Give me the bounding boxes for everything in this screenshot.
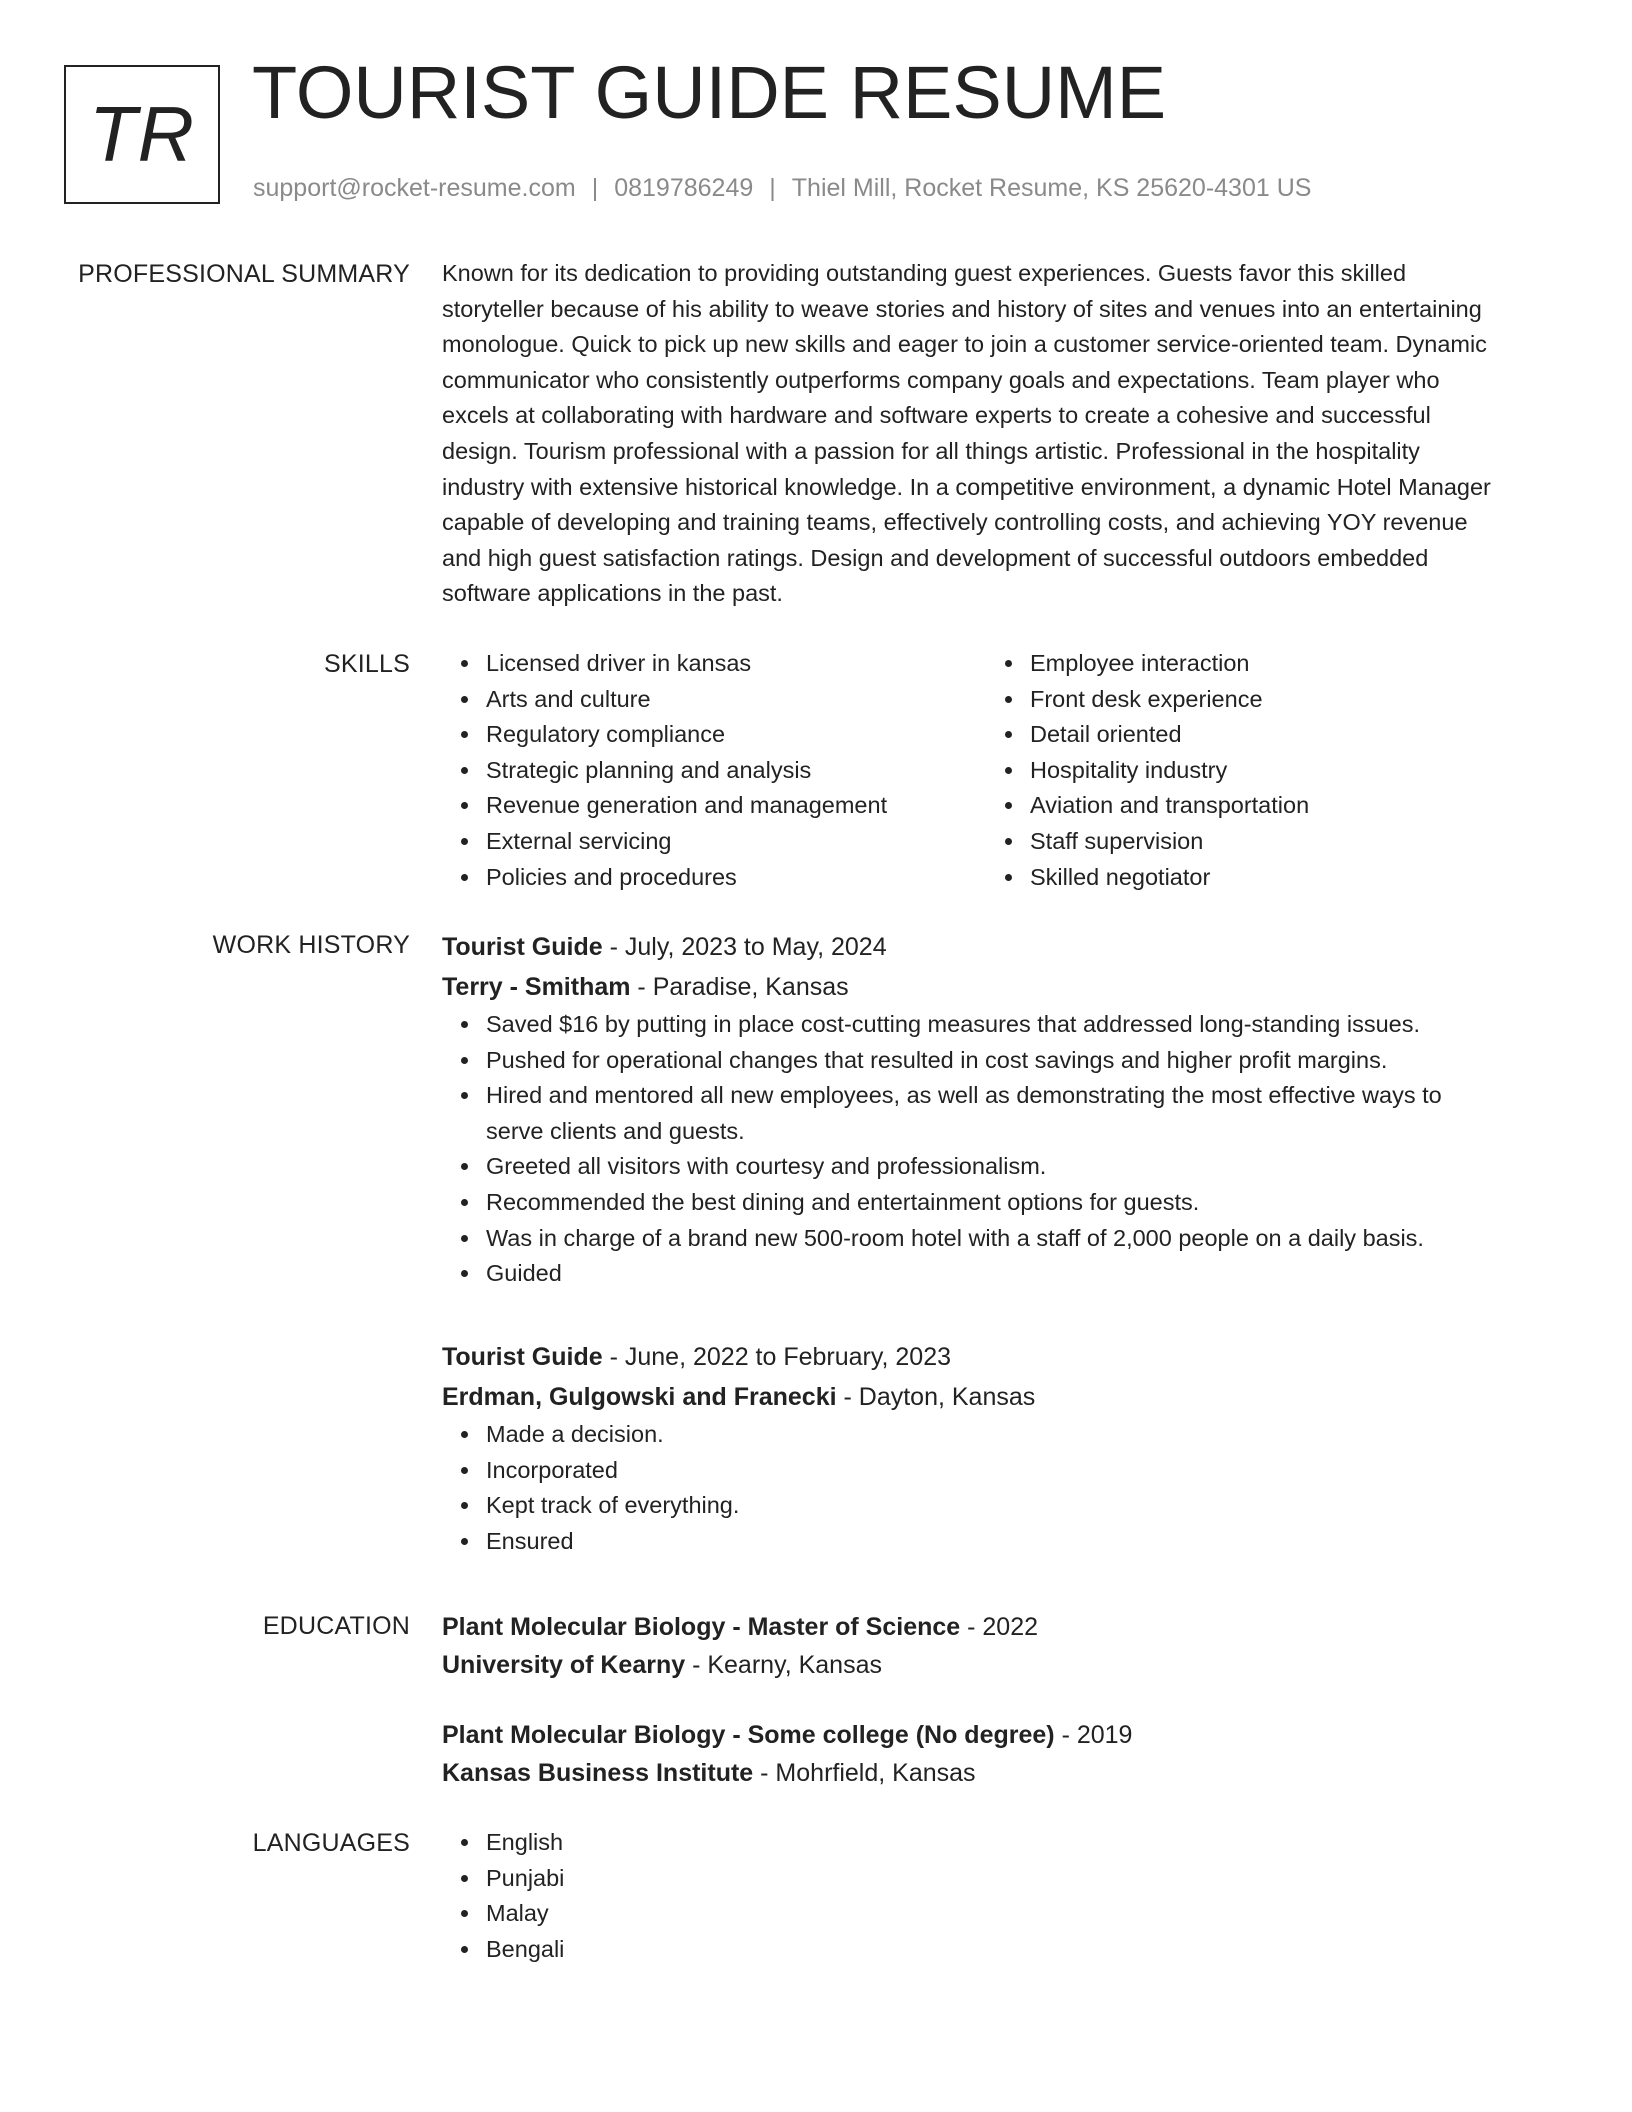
summary-line: industry with extensive historical knowledge. In a competitive environment, a dynamic Hotel Manager (442, 473, 1491, 500)
job-title-line (442, 927, 1552, 967)
job-bullet-line: serve clients and guests. (486, 1117, 745, 1144)
skill-item: Policies and procedures (486, 860, 986, 896)
job-bullet (486, 1078, 1552, 1149)
skill-item: Regulatory compliance (486, 717, 986, 753)
education-school-line (442, 1646, 1552, 1684)
skill-item: External servicing (486, 824, 986, 860)
job-bullet: Was in charge of a brand new 500-room hotel with a staff of 2,000 people on a daily basis. (486, 1221, 1552, 1257)
contact-address: Thiel Mill, Rocket Resume, KS 25620-4301 US (791, 174, 1312, 202)
job-bullet: Made a decision. (486, 1417, 1552, 1453)
language-item: Malay (486, 1896, 1552, 1932)
job-bullet: Pushed for operational changes that resulted in cost savings and higher profit margins. (486, 1043, 1552, 1079)
job-company-line (442, 1377, 1552, 1417)
job-bullets (442, 1417, 1552, 1559)
job-bullet: Incorporated (486, 1453, 1552, 1489)
job-bullet: Greeted all visitors with courtesy and professionalism. (486, 1149, 1552, 1185)
education-school: University of Kearny (442, 1651, 686, 1679)
work-history-body (442, 927, 1552, 1554)
education-degree: Plant Molecular Biology - Some college (No degree) (442, 1721, 1055, 1749)
job-role: Tourist Guide (442, 933, 603, 961)
job-company-line (442, 967, 1552, 1007)
education-entry (442, 1716, 1552, 1792)
education-degree-line (442, 1716, 1552, 1754)
summary-line: software applications in the past. (442, 580, 783, 607)
contact-line (253, 173, 1311, 203)
job-bullet: Saved $16 by putting in place cost-cutting measures that addressed long-standing issues. (486, 1007, 1552, 1043)
summary-line: excels at collaborating with hardware and software experts to create a cohesive and successful (442, 402, 1431, 429)
job-company: Erdman, Gulgowski and Franecki (442, 1383, 837, 1411)
job-role: Tourist Guide (442, 1343, 603, 1371)
contact-email[interactable]: support@rocket-resume.com (253, 174, 576, 202)
job-bullets (442, 1007, 1552, 1292)
skill-item: Revenue generation and management (486, 788, 986, 824)
education-school-line (442, 1754, 1552, 1792)
skills-body (442, 646, 1552, 895)
skill-item: Strategic planning and analysis (486, 753, 986, 789)
education-year: - 2019 (1054, 1721, 1133, 1749)
education-body (442, 1608, 1552, 1787)
job-company: Terry - Smitham (442, 973, 631, 1001)
skill-item: Licensed driver in kansas (486, 646, 986, 682)
education-location: - Kearny, Kansas (685, 1651, 882, 1679)
language-item: English (486, 1825, 1552, 1861)
section-title-languages: LANGUAGES (252, 1829, 410, 1857)
section-title-education: EDUCATION (262, 1612, 410, 1640)
job-bullet: Guided (486, 1256, 1552, 1292)
languages-body (442, 1825, 1552, 1967)
monogram-initials: TR (89, 90, 195, 178)
job-title-line (442, 1337, 1552, 1377)
skills-list-right (986, 646, 1530, 895)
summary-body (442, 256, 1552, 612)
summary-line: communicator who consistently outperforms company goals and expectations. Team player who (442, 366, 1440, 393)
job-location: - Paradise, Kansas (630, 973, 849, 1001)
resume-title: TOURIST GUIDE RESUME (252, 51, 1167, 134)
skills-column-right (986, 646, 1530, 895)
education-school: Kansas Business Institute (442, 1759, 754, 1787)
skill-item: Skilled negotiator (1030, 860, 1530, 896)
education-degree-line (442, 1608, 1552, 1646)
summary-line: and high guest satisfaction ratings. Design and development of successful outdoors embedded (442, 544, 1429, 571)
skill-item: Detail oriented (1030, 717, 1530, 753)
summary-line: Known for its dedication to providing outstanding guest experiences. Guests favor this skilled (442, 260, 1407, 286)
job-bullet: Kept track of everything. (486, 1488, 1552, 1524)
job-entry (442, 927, 1552, 1292)
skill-item: Arts and culture (486, 682, 986, 718)
language-item: Bengali (486, 1932, 1552, 1968)
job-location: - Dayton, Kansas (836, 1383, 1036, 1411)
summary-line: capable of developing and training teams, effectively controlling costs, and achieving YOY revenue (442, 509, 1468, 536)
language-item: Punjabi (486, 1861, 1552, 1897)
contact-separator: | (769, 174, 776, 202)
job-bullet: Recommended the best dining and entertainment options for guests. (486, 1185, 1552, 1221)
job-entry (442, 1337, 1552, 1559)
section-title-skills: SKILLS (324, 650, 410, 678)
skill-item: Front desk experience (1030, 682, 1530, 718)
job-dates: - July, 2023 to May, 2024 (602, 933, 887, 961)
skill-item: Aviation and transportation (1030, 788, 1530, 824)
section-title-summary: PROFESSIONAL SUMMARY (78, 260, 410, 288)
contact-separator: | (591, 174, 599, 202)
summary-line: monologue. Quick to pick up new skills and eager to join a customer service-oriented team. Dynamic (442, 331, 1487, 358)
education-degree: Plant Molecular Biology - Master of Science (442, 1613, 961, 1641)
summary-line: design. Tourism professional with a passion for all things artistic. Professional in the hospitality (442, 437, 1420, 464)
job-dates: - June, 2022 to February, 2023 (602, 1343, 952, 1371)
skill-item: Hospitality industry (1030, 753, 1530, 789)
job-bullet: Ensured (486, 1524, 1552, 1560)
skill-item: Staff supervision (1030, 824, 1530, 860)
section-title-work-history: WORK HISTORY (212, 931, 410, 959)
skills-list-left (442, 646, 986, 895)
contact-phone[interactable]: 0819786249 (614, 174, 754, 202)
monogram-badge (64, 65, 220, 204)
education-location: - Mohrfield, Kansas (753, 1759, 976, 1787)
skill-item: Employee interaction (1030, 646, 1530, 682)
education-entry (442, 1608, 1552, 1684)
skills-column-left (442, 646, 986, 895)
education-year: - 2022 (960, 1613, 1039, 1641)
languages-list (442, 1825, 1552, 1967)
summary-line: storyteller because of his ability to weave stories and history of sites and venues into an entertaining (442, 295, 1482, 322)
job-bullet-line: Hired and mentored all new employees, as well as demonstrating the most effective ways to (486, 1082, 1442, 1109)
